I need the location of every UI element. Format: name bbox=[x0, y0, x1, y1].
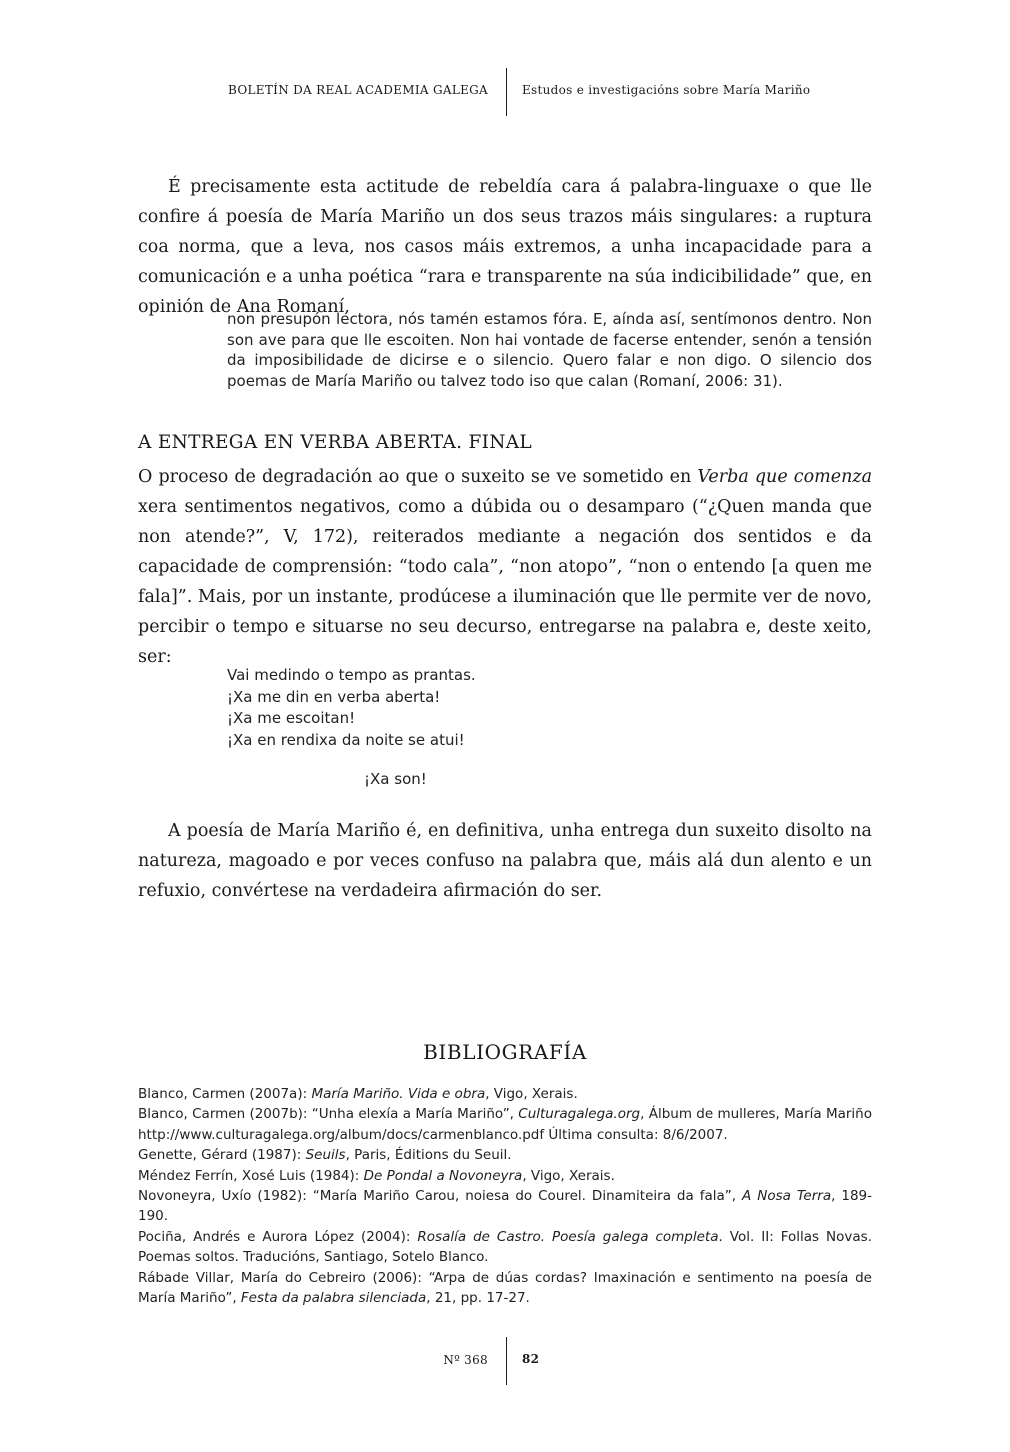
running-header-section: Estudos e investigacións sobre María Mariño bbox=[522, 83, 811, 97]
poem-quote bbox=[227, 665, 476, 791]
paragraph-2-text-end: xera sentimentos negativos, como a dúbida ou o desamparo (“¿Quen manda que non atende?”, V, 172), reiterados mediante a negación dos sentidos e da capacidade de comprensión: “todo cala”, “non atopo”, “non o entendo [a quen me fala]”. Mais, por un instante, prodúcese a iluminación que lle permite ver de novo, percibir o tempo e situarse no seu decurso, entregarse na palabra e, deste xeito, ser: bbox=[138, 497, 872, 667]
body-paragraph-3: A poesía de María Mariño é, en definitiva, unha entrega dun suxeito disolto na natureza, magoado e por veces confuso na palabra que, máis alá dun alento e un refuxio, convértese na verdadeira afirmación do ser. bbox=[138, 821, 872, 901]
bibliography-entry: Genette, Gérard (1987): Seuils, Paris, Éditions du Seuil. bbox=[138, 1147, 512, 1164]
section-heading: A ENTREGA EN VERBA ABERTA. FINAL bbox=[138, 432, 533, 453]
paragraph-2-text-start: O proceso de degradación ao que o suxeito se ve sometido en bbox=[138, 467, 698, 487]
poem-line: ¡Xa me din en verba aberta! bbox=[227, 687, 441, 706]
poem-line: ¡Xa me escoitan! bbox=[227, 709, 356, 727]
bibliography-entry: Méndez Ferrín, Xosé Luis (1984): De Pondal a Novoneyra, Vigo, Xerais. bbox=[138, 1167, 615, 1184]
book-title: Verba que comenza bbox=[697, 467, 872, 487]
poem-coda: ¡Xa son! bbox=[364, 770, 427, 788]
page-number: 82 bbox=[522, 1352, 540, 1366]
running-header-journal: BOLETÍN DA REAL ACADEMIA GALEGA bbox=[228, 83, 488, 97]
bibliography-entry: Novoneyra, Uxío (1982): “María Mariño Carou, noiesa do Courel. Dinamiteira da fala”, A Nosa Terra, 189-190. bbox=[138, 1188, 872, 1225]
bibliography-list bbox=[138, 1084, 872, 1308]
header-divider bbox=[506, 68, 507, 116]
bibliography-entry: Rábade Villar, María do Cebreiro (2006): “Arpa de dúas cordas? Imaxinación e sentimento na poesía de María Mariño”, Festa da palabra silenciada, 21, pp. 17-27. bbox=[138, 1269, 872, 1307]
bibliography-title: BIBLIOGRAFÍA bbox=[423, 1040, 587, 1064]
block-quote: non presupón lectora, nós tamén estamos fóra. E, aínda así, sentímonos dentro. Non son ave para que lle escoiten. Non hai vontade de facerse entender, senón a tensión da imposibilidade de dicirse e o silencio. Quero falar e non digo. O silencio dos poemas de María Mariño ou talvez todo iso que calan (Romaní, 2006: 31). bbox=[227, 310, 872, 390]
poem-line: Vai medindo o tempo as prantas. bbox=[227, 666, 476, 684]
bibliography-entry: Blanco, Carmen (2007a): María Mariño. Vida e obra, Vigo, Xerais. bbox=[138, 1086, 578, 1102]
poem-line: ¡Xa en rendixa da noite se atui! bbox=[227, 730, 465, 749]
body-paragraph-2 bbox=[138, 462, 872, 672]
issue-number: Nº 368 bbox=[443, 1353, 488, 1367]
body-paragraph-1: É precisamente esta actitude de rebeldía cara á palabra-linguaxe o que lle confire á poesía de María Mariño un dos seus trazos máis singulares: a ruptura coa norma, que a leva, nos casos máis extremos, a unha incapacidade para a comunicación e a unha poética “rara e transparente na súa indicibilidade” que, en opinión de Ana Romaní, bbox=[138, 177, 872, 317]
bibliography-entry: Blanco, Carmen (2007b): “Unha elexía a María Mariño”, Culturagalega.org, Álbum de mulleres, María Mariño http://www.culturagalega.org/album/docs/carmenblanco.pdf Última consulta: 8/6/2007. bbox=[138, 1106, 872, 1143]
footer-divider bbox=[506, 1337, 507, 1385]
bibliography-entry: Pociña, Andrés e Aurora López (2004): Rosalía de Castro. Poesía galega completa. Vol. II: Follas Novas. Poemas soltos. Traducións, Santiago, Sotelo Blanco. bbox=[138, 1228, 872, 1266]
